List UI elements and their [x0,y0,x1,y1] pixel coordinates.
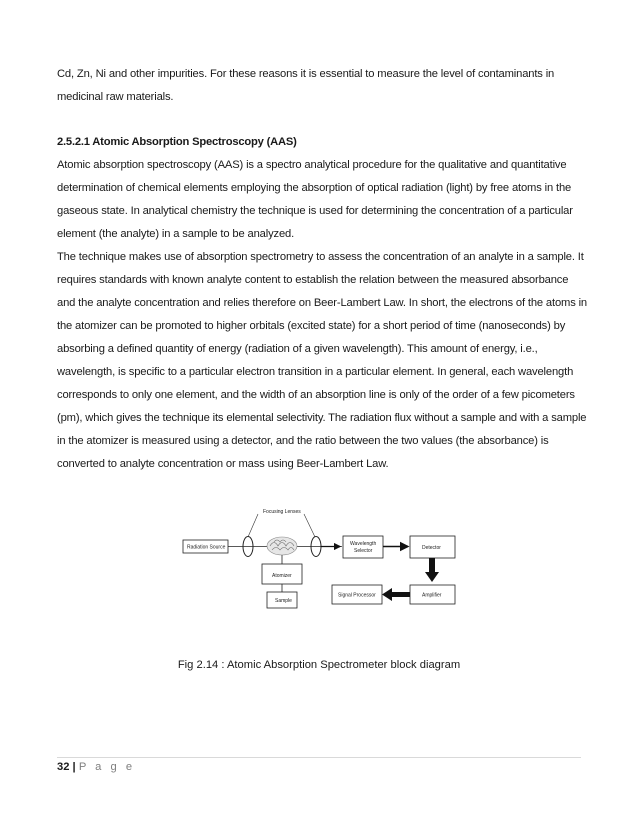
lens-pointer-left [248,514,258,537]
atomizer-flame [267,537,297,555]
page-footer [57,759,135,775]
page-body [57,63,587,476]
page-word: P a g e [78,761,136,773]
footer-separator: | [69,761,79,773]
intro-paragraph: Cd, Zn, Ni and other impurities. For these reasons it is essential to measure the level of contaminants in medicinal raw materials. [57,68,555,103]
arrow-amplifier-to-processor [382,588,410,601]
label-selector: Selector [354,548,373,554]
aas-paragraph-1: Atomic absorption spectroscopy (AAS) is a spectro analytical procedure for the qualitative and quantitative determination of chemical elements employing the absorption of optical radiation (light) by free atoms in the gaseous state. In analytical chemistry the technique is used for determining the concentration of a particular element (the analyte) in a sample to be analyzed. [57,159,573,240]
aas-block-diagram [180,500,460,610]
lens-pointer-right [304,514,315,537]
arrow-detector-to-amplifier [425,558,439,582]
label-focusing-lenses: Focusing Lenses [263,509,301,515]
aas-paragraph-2: The technique makes use of absorption spectrometry to assess the concentration of an analyte in a sample. It requires standards with known analyte content to establish the relation between the measured absorbance and the analyte concentration and relies therefore on Beer-Lambert Law. In short, the electrons of the atoms in the atomizer can be promoted to higher orbitals (excited state) for a short period of time (nanoseconds) by absorbing a defined quantity of energy (radiation of a given wavelength). This amount of energy, i.e., wavelength, is specific to a particular electron transition in a particular element. In general, each wavelength corresponds to only one element, and the width of an absorption line is only of the order of a few picometers (pm), which gives the technique its elemental selectivity. The radiation flux without a sample and with a sample in the atomizer is measured using a detector, and the ratio between the two values (the absorbance) is converted to analyte concentration or mass using Beer-Lambert Law. [57,251,587,470]
label-atomizer: Atomizer [272,573,292,579]
diagram-svg [180,500,460,610]
section-heading: 2.5.2.1 Atomic Absorption Spectroscopy (AAS) [57,136,297,148]
label-signal-processor: Signal Processor [338,592,376,599]
label-wavelength: Wavelength [350,541,377,547]
page-number: 32 [57,761,70,773]
wavelength-selector-box [343,536,383,558]
label-radiation-source: Radiation Source [187,544,226,551]
label-amplifier: Amplifier [422,592,442,599]
label-sample: Sample [275,598,292,604]
figure-caption: Fig 2.14 : Atomic Absorption Spectrometer block diagram [177,659,461,671]
footer-divider [57,757,581,758]
label-detector: Detector [422,545,441,551]
